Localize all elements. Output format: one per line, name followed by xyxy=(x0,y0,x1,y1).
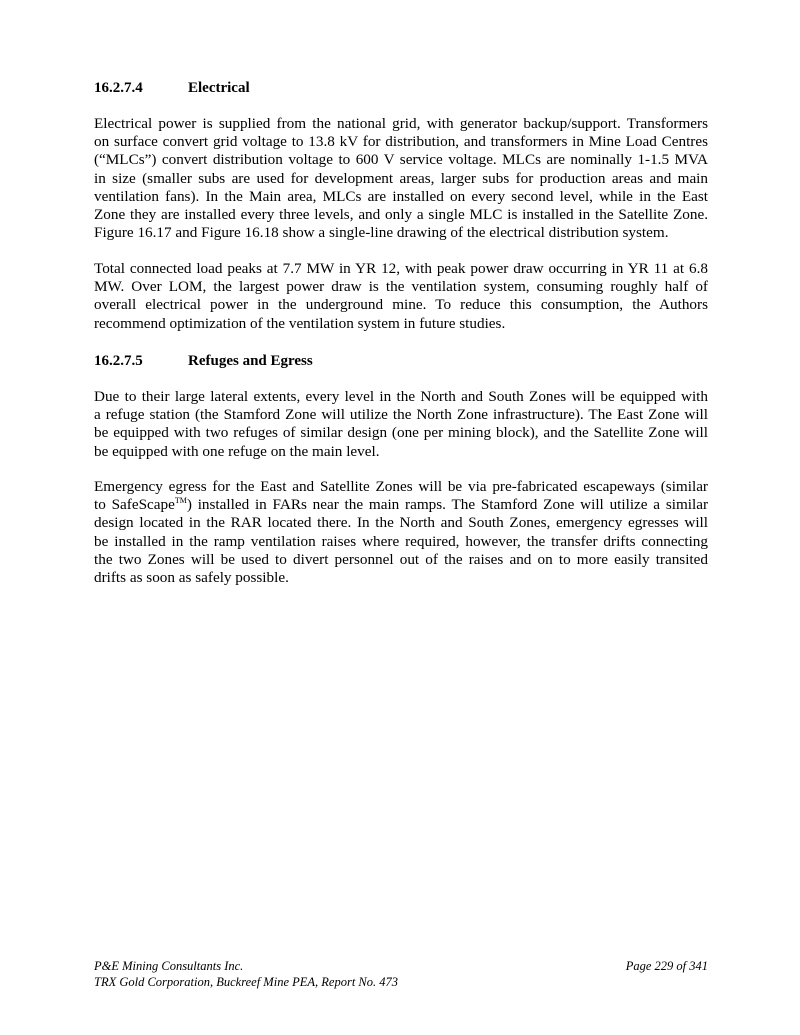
trademark-symbol: TM xyxy=(174,496,187,506)
text-line: in size (smaller subs are used for development areas, larger subs for production areas and main xyxy=(94,169,708,187)
footer-company: P&E Mining Consultants Inc. xyxy=(94,959,244,973)
text-segment: ) installed in FARs near the main ramps. The Stamford Zone will utilize a similar xyxy=(186,496,708,514)
footer-page-number: Page 229 of 341 xyxy=(625,959,708,973)
text-line: be installed in the ramp ventilation raises where required, however, the transfer drifts connecting xyxy=(94,532,708,550)
text-line: recommend optimization of the ventilation system in future studies. xyxy=(94,314,506,332)
text-line: drifts as soon as safely possible. xyxy=(94,569,289,587)
section-number: 16.2.7.4 xyxy=(94,80,143,96)
paragraph-electrical-supply xyxy=(94,115,708,242)
text-line: Electrical power is supplied from the national grid, with generator backup/support. Transformers xyxy=(94,115,708,132)
text-line: Total connected load peaks at 7.7 MW in YR 12, with peak power draw occurring in YR 11 at 6.8 xyxy=(94,260,708,277)
section-title: Refuges and Egress xyxy=(188,353,313,369)
text-line: design located in the RAR located there. In the North and South Zones, emergency egresses will xyxy=(94,514,708,532)
page-footer xyxy=(94,958,708,990)
text-line: overall electrical power in the underground mine. To reduce this consumption, the Authors xyxy=(94,296,708,314)
paragraph-emergency-egress xyxy=(94,478,708,587)
paragraph-electrical-load xyxy=(94,260,708,333)
text-line: a refuge station (the Stamford Zone will utilize the North Zone infrastructure). The East Zone will xyxy=(94,406,708,424)
text-line: Figure 16.17 and Figure 16.18 show a single-line drawing of the electrical distribution system. xyxy=(94,224,669,242)
text-line: Emergency egress for the East and Satellite Zones will be via pre-fabricated escapeways (similar xyxy=(94,478,708,495)
section-title: Electrical xyxy=(188,80,250,96)
text-line: MW. Over LOM, the largest power draw is the ventilation system, consuming roughly half of xyxy=(94,278,708,296)
paragraph-refuge-stations xyxy=(94,388,708,461)
text-line: ventilation fans). In the Main area, MLCs are installed on every second level, while in the East xyxy=(94,187,708,205)
text-line: (“MLCs”) convert distribution voltage to 600 V service voltage. MLCs are nominally 1-1.5 MVA xyxy=(94,151,708,169)
text-line: the two Zones will be used to divert personnel out of the raises and on to more easily transited xyxy=(94,550,708,568)
text-line: on surface convert grid voltage to 13.8 kV for distribution, and transformers in Mine Load Centres xyxy=(94,133,708,151)
text-line: be equipped with two refuges of similar design (one per mining block), and the Satellite Zone will xyxy=(94,424,708,442)
footer-report: TRX Gold Corporation, Buckreef Mine PEA, Report No. 473 xyxy=(94,975,399,989)
text-line: be equipped with one refuge on the main level. xyxy=(94,442,380,460)
section-heading-refuges xyxy=(94,352,313,370)
text-line: Zone they are installed every three levels, and only a single MLC is installed in the Satellite Zone. xyxy=(94,206,708,224)
section-number: 16.2.7.5 xyxy=(94,353,143,369)
text-line: Due to their large lateral extents, every level in the North and South Zones will be equipped with xyxy=(94,388,708,405)
section-heading-electrical xyxy=(94,79,250,97)
text-line-safescape xyxy=(94,496,708,514)
text-segment: to SafeScape xyxy=(94,496,175,514)
